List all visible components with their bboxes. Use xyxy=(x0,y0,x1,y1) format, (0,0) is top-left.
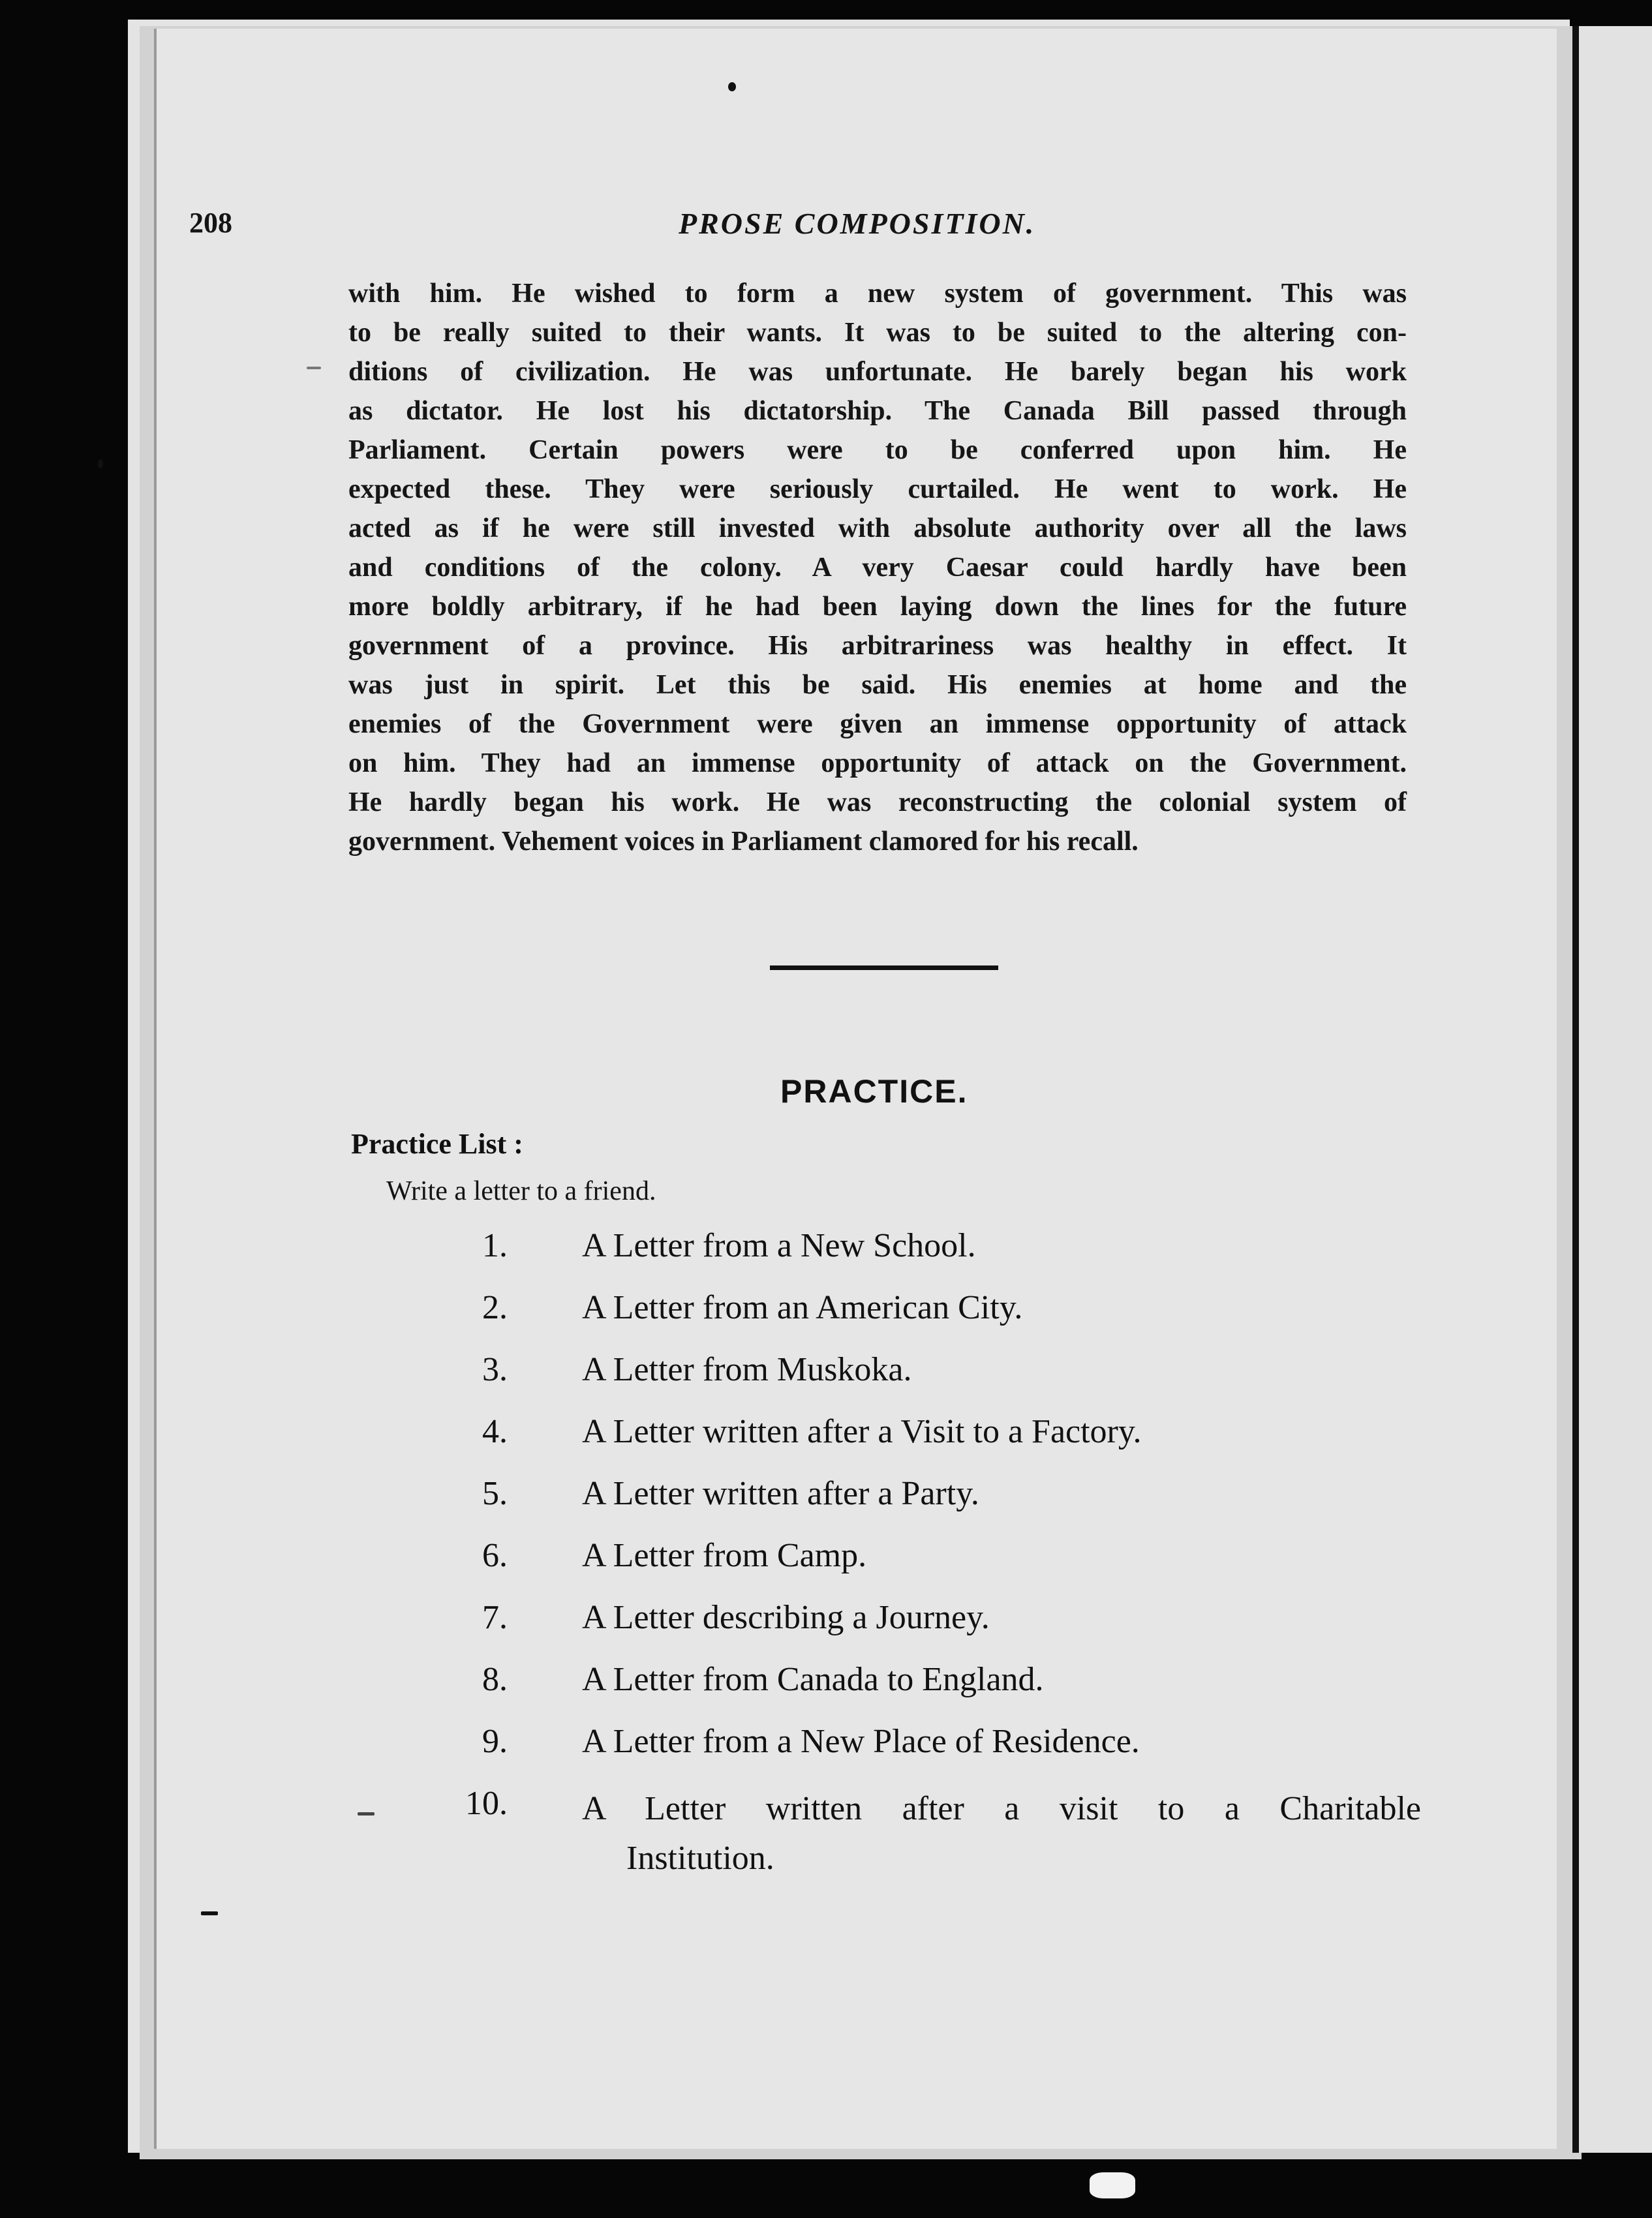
list-item-text: A Letter from an American City. xyxy=(582,1289,1023,1326)
scan-speck xyxy=(1090,2172,1135,2198)
list-item xyxy=(483,1722,1422,1784)
body-line: was just in spirit. Let this be said. His enemies at home and the xyxy=(348,670,1407,700)
body-line: ditions of civilization. He was unfortunate. He barely began his work xyxy=(348,357,1407,387)
practice-instruction: Write a letter to a friend. xyxy=(386,1176,656,1206)
list-item-number: 10. xyxy=(465,1785,508,1822)
page-number: 208 xyxy=(189,207,232,239)
adjacent-page-edge xyxy=(1572,26,1652,2153)
body-line: He hardly began his work. He was reconstructing the colonial system of xyxy=(348,787,1407,817)
body-line: expected these. They were seriously curtailed. He went to work. He xyxy=(348,474,1407,504)
list-item-number: 7. xyxy=(482,1599,508,1636)
list-item-number: 6. xyxy=(482,1537,508,1574)
list-item-text: A Letter from a New School. xyxy=(582,1227,976,1264)
list-item-number: 8. xyxy=(482,1661,508,1698)
list-item-text: A Letter written after a Party. xyxy=(582,1475,979,1512)
section-divider-rule xyxy=(770,965,998,970)
list-item-number: 2. xyxy=(482,1289,508,1326)
body-line: Parliament. Certain powers were to be conferred upon him. He xyxy=(348,435,1407,465)
body-line: and conditions of the colony. A very Caesar could hardly have been xyxy=(348,553,1407,583)
body-line: government. Vehement voices in Parliament clamored for his recall. xyxy=(348,827,1139,857)
list-item-number: 3. xyxy=(482,1351,508,1388)
running-head xyxy=(0,206,1652,252)
list-item xyxy=(483,1660,1422,1722)
body-line: enemies of the Government were given an immense opportunity of attack xyxy=(348,709,1407,739)
practice-list-label: Practice List : xyxy=(351,1128,523,1160)
list-item-text: A Letter from Canada to England. xyxy=(582,1661,1044,1698)
scan-speck xyxy=(201,1911,218,1915)
list-item-number: 5. xyxy=(482,1475,508,1512)
list-item xyxy=(483,1288,1422,1350)
scan-speck xyxy=(358,1812,375,1815)
list-item-number: 4. xyxy=(482,1413,508,1450)
list-item xyxy=(465,1784,1422,1877)
section-heading: PRACTICE. xyxy=(780,1073,968,1110)
body-line: with him. He wished to form a new system of government. This was xyxy=(348,279,1407,309)
list-item-text: A Letter from a New Place of Residence. xyxy=(582,1723,1140,1760)
list-item xyxy=(483,1350,1422,1412)
scan-speck xyxy=(98,459,103,468)
list-item xyxy=(483,1412,1422,1474)
list-item xyxy=(483,1598,1422,1660)
body-line: government of a province. His arbitrariness was healthy in effect. It xyxy=(348,631,1407,661)
body-line: on him. They had an immense opportunity of attack on the Government. xyxy=(348,748,1407,778)
list-item-number: 9. xyxy=(482,1723,508,1760)
running-title: PROSE COMPOSITION. xyxy=(679,207,1036,240)
scan-speck xyxy=(307,367,321,369)
list-item-text: A Letter written after a visit to a Charitable xyxy=(582,1790,1421,1827)
body-paragraph xyxy=(348,274,1407,861)
list-item xyxy=(483,1226,1422,1288)
body-line: acted as if he were still invested with absolute authority over all the laws xyxy=(348,513,1407,543)
body-line: as dictator. He lost his dictatorship. The Canada Bill passed through xyxy=(348,396,1407,426)
body-line: to be really suited to their wants. It was to be suited to the altering con- xyxy=(348,318,1407,348)
list-item-text: A Letter describing a Journey. xyxy=(582,1599,990,1636)
scan-speck xyxy=(728,82,736,91)
body-line: more boldly arbitrary, if he had been laying down the lines for the future xyxy=(348,592,1407,622)
list-item-continuation: Institution. xyxy=(626,1840,774,1877)
practice-list xyxy=(465,1226,1422,1877)
list-item-text: A Letter from Camp. xyxy=(582,1537,867,1574)
list-item-number: 1. xyxy=(482,1227,508,1264)
list-item-text: A Letter from Muskoka. xyxy=(582,1351,912,1388)
list-item-text: A Letter written after a Visit to a Factory. xyxy=(582,1413,1142,1450)
list-item xyxy=(483,1536,1422,1598)
list-item xyxy=(483,1474,1422,1536)
list-item-text-wrapped xyxy=(582,1784,1421,1883)
